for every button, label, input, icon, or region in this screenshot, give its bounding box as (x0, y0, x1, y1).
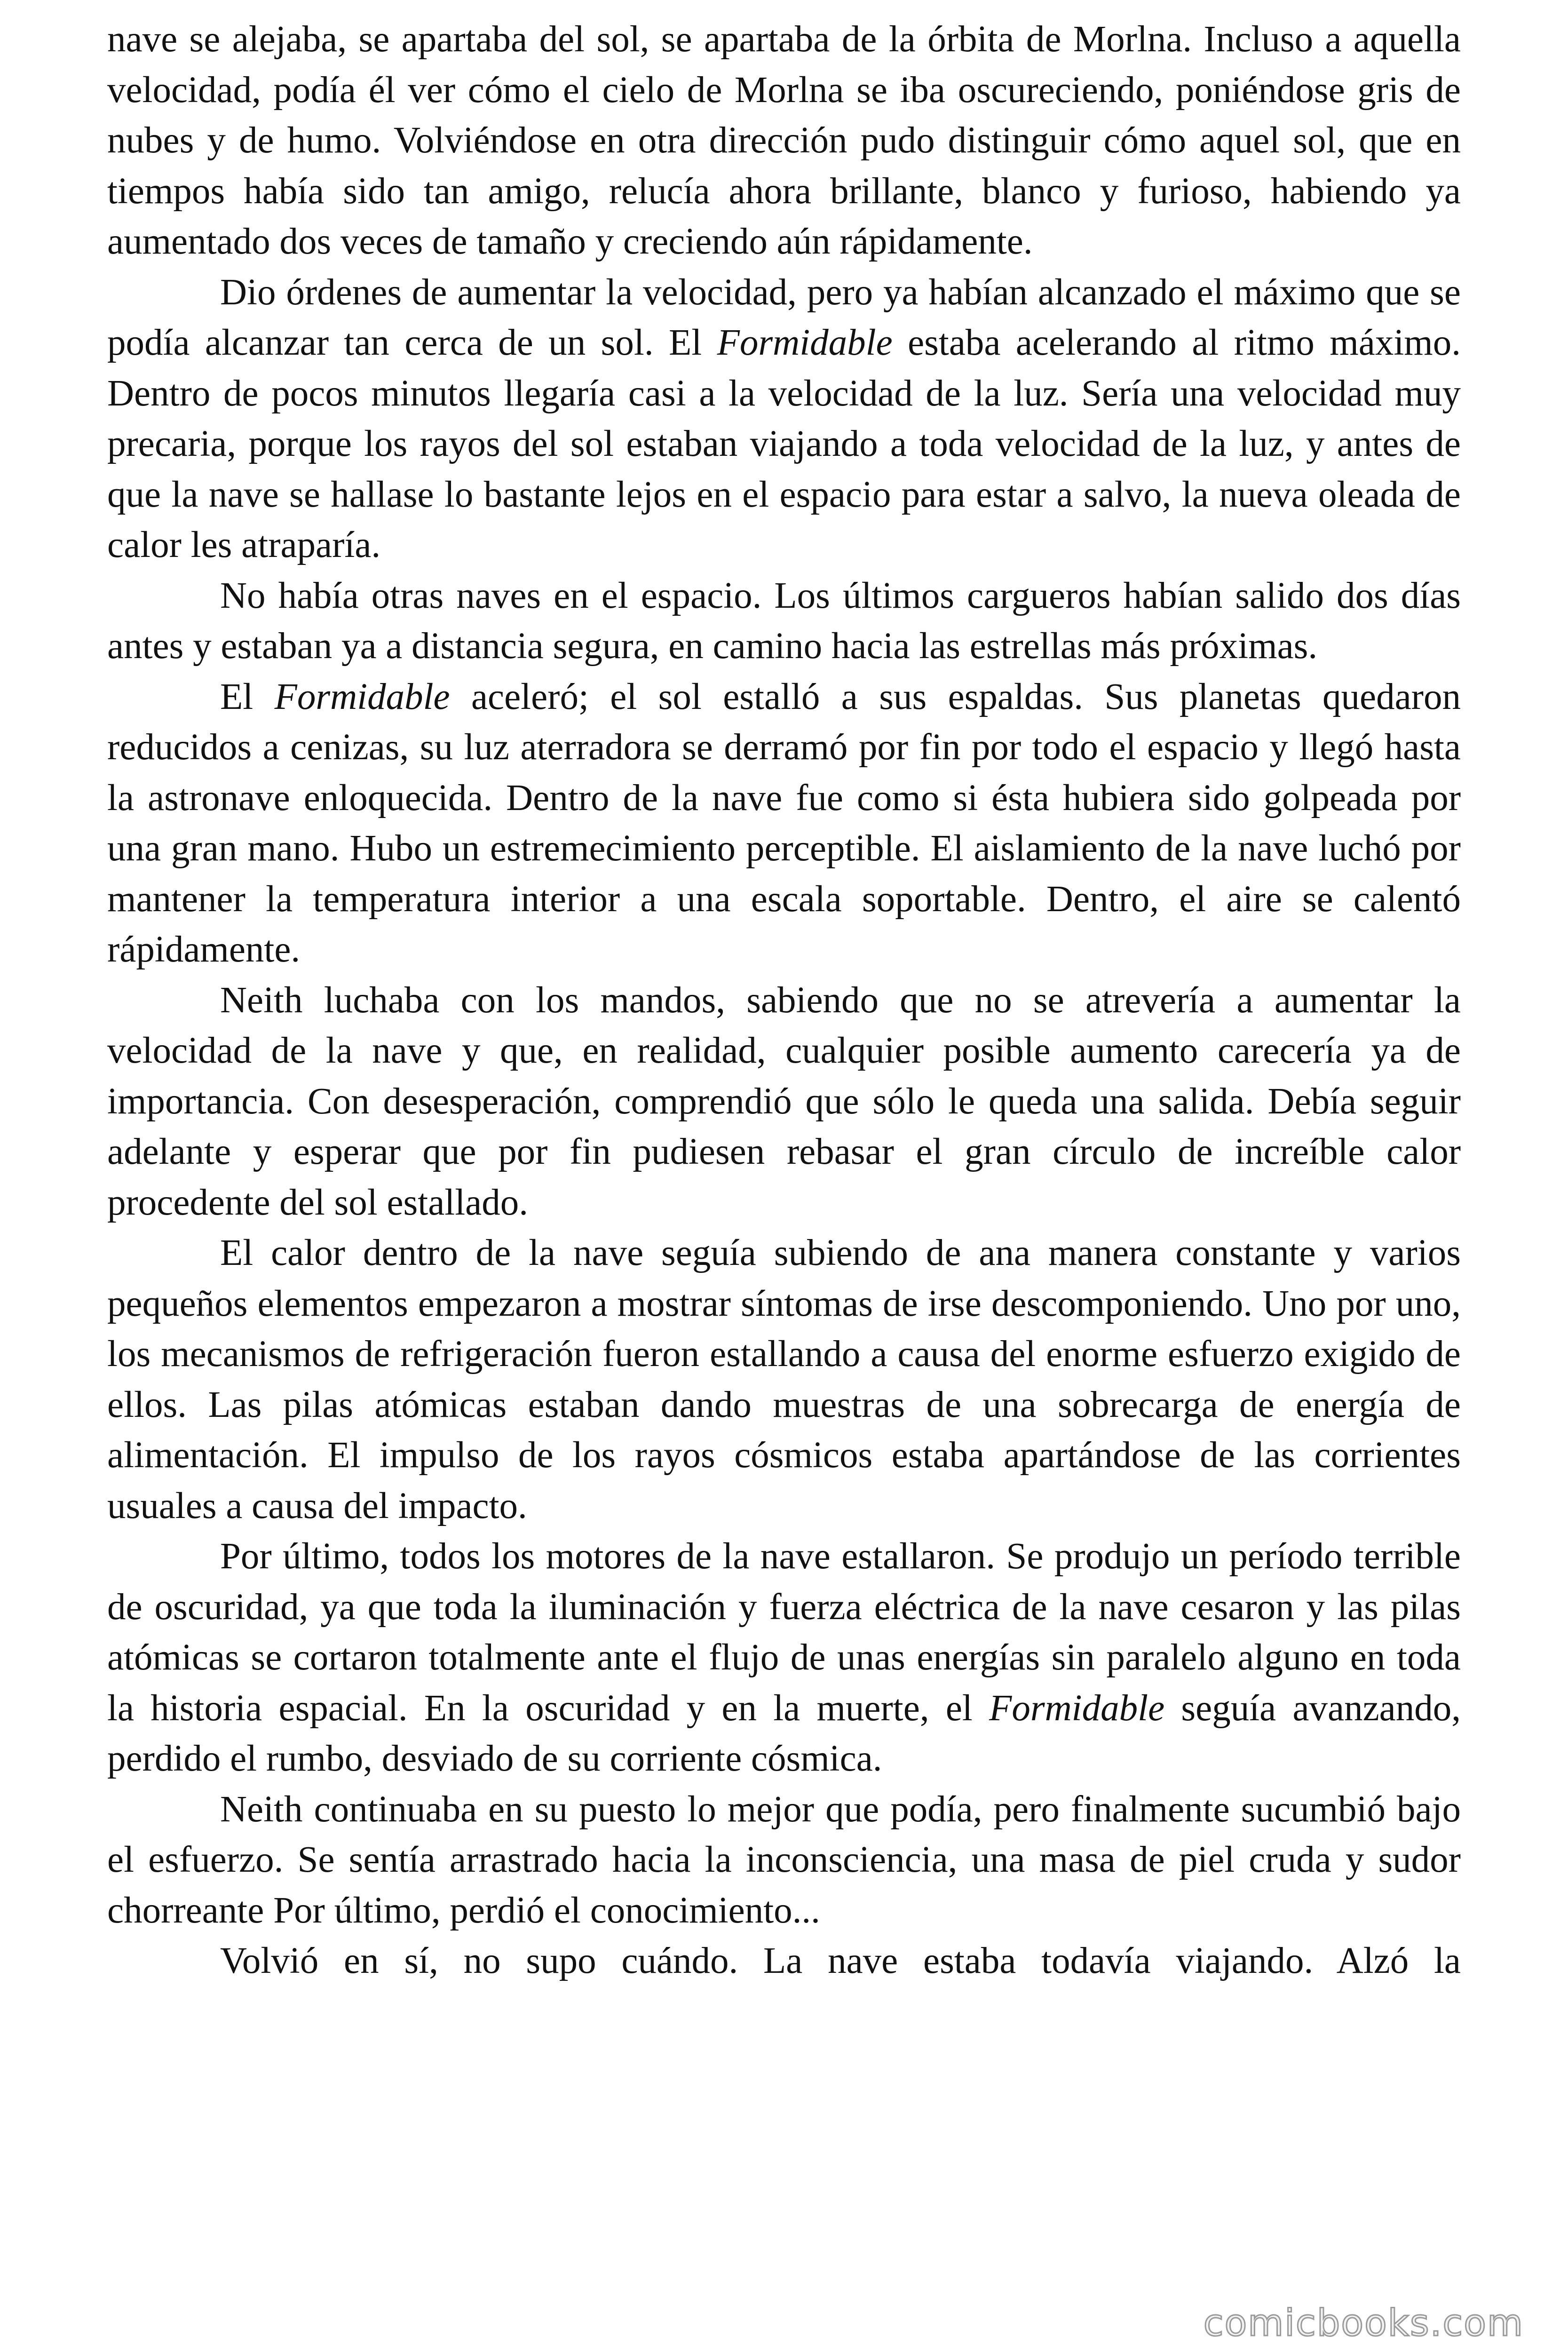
paragraph-text: El calor dentro de la nave seguía subiendo de ana manera constante y varios pequeños elementos empezaron a mostrar síntomas de irse descomponiendo. Uno por uno, los mecanismos de refrigeración fueron estallando a causa del enorme esfuerzo exigido de ellos. Las pilas atómicas estaban dando muestras de una sobrecarga de energía de alimentación. El impulso de los rayos cósmicos estaba apartándose de las corrientes usuales a causa del impacto. (107, 1232, 1461, 1526)
paragraph-text: El (220, 676, 275, 717)
ship-name: Formidable (274, 676, 450, 717)
paragraph (107, 1228, 1461, 1531)
paragraph-text: No había otras naves en el espacio. Los últimos cargueros habían salido dos días antes y estaban ya a distancia segura, en camino hacia las estrellas más próximas. (107, 575, 1461, 667)
paragraph (107, 14, 1461, 267)
paragraph-continued (107, 1936, 1461, 1986)
document-page (107, 14, 1461, 1986)
paragraph (107, 267, 1461, 571)
paragraph (107, 571, 1461, 672)
paragraph-text: Volvió en sí, no supo cuándo. La nave estaba todavía viajando. Alzó la (220, 1940, 1461, 1981)
paragraph-text: Neith luchaba con los mandos, sabiendo que no se atrevería a aumentar la velocidad de la nave y que, en realidad, cualquier posible aumento carecería ya de importancia. Con desesperación, comprendió que sólo le queda una salida. Debía seguir adelante y esperar que por fin pudiesen rebasar el gran círculo de increíble calor procedente del sol estallado. (107, 979, 1461, 1223)
paragraph-text: Dio órdenes de aumentar la velocidad, pero ya habían alcanzado el máximo que se podía alcanzar tan cerca de un sol. El (107, 271, 1461, 363)
paragraph (107, 672, 1461, 975)
paragraph-text: Neith continuaba en su puesto lo mejor que podía, pero finalmente sucumbió bajo el esfuerzo. Se sentía arrastrado hacia la inconsciencia, una masa de piel cruda y sudor chorreante Por último, perdió el conocimiento... (107, 1788, 1461, 1931)
paragraph-text: Por último, todos los motores de la nave estallaron. Se produjo un período terrible de oscuridad, ya que toda la iluminación y fuerza eléctrica de la nave cesaron y las pilas atómicas se cortaron totalmente ante el flujo de unas energías sin paralelo alguno en toda la historia espacial. En la oscuridad y en la muerte, el (107, 1536, 1461, 1729)
paragraph-text: aceleró; el sol estalló a sus espaldas. Sus planetas quedaron reducidos a cenizas, su luz aterradora se derramó por fin por todo el espacio y llegó hasta la astronave enloquecida. Dentro de la nave fue como si ésta hubiera sido golpeada por una gran mano. Hubo un estremecimiento perceptible. El aislamiento de la nave luchó por mantener la temperatura interior a una escala soportable. Dentro, el aire se calentó rápidamente. (107, 676, 1461, 970)
paragraph (107, 1784, 1461, 1936)
ship-name: Formidable (717, 322, 893, 363)
paragraph-text: estaba acelerando al ritmo máximo. Dentro de pocos minutos llegaría casi a la velocidad de la luz. Sería una velocidad muy precaria, porque los rayos del sol estaban viajando a toda velocidad de la luz, y antes de que la nave se hallase lo bastante lejos en el espacio para estar a salvo, la nueva oleada de calor les atraparía. (107, 322, 1461, 565)
paragraph (107, 975, 1461, 1228)
ship-name: Formidable (989, 1687, 1165, 1729)
paragraph-text: seguía avanzando, perdido el rumbo, desviado de su corriente cósmica. (107, 1687, 1461, 1779)
paragraph (107, 1531, 1461, 1784)
paragraph-text: nave se alejaba, se apartaba del sol, se apartaba de la órbita de Morlna. Incluso a aquella velocidad, podía él ver cómo el cielo de Morlna se iba oscureciendo, poniéndose gris de nubes y de humo. Volviéndose en otra dirección pudo distinguir cómo aquel sol, que en tiempos había sido tan amigo, relucía ahora brillante, blanco y furioso, habiendo ya aumentado dos veces de tamaño y creciendo aún rápidamente. (107, 19, 1461, 262)
watermark-logo: comicbooks.com (1203, 2302, 1524, 2344)
